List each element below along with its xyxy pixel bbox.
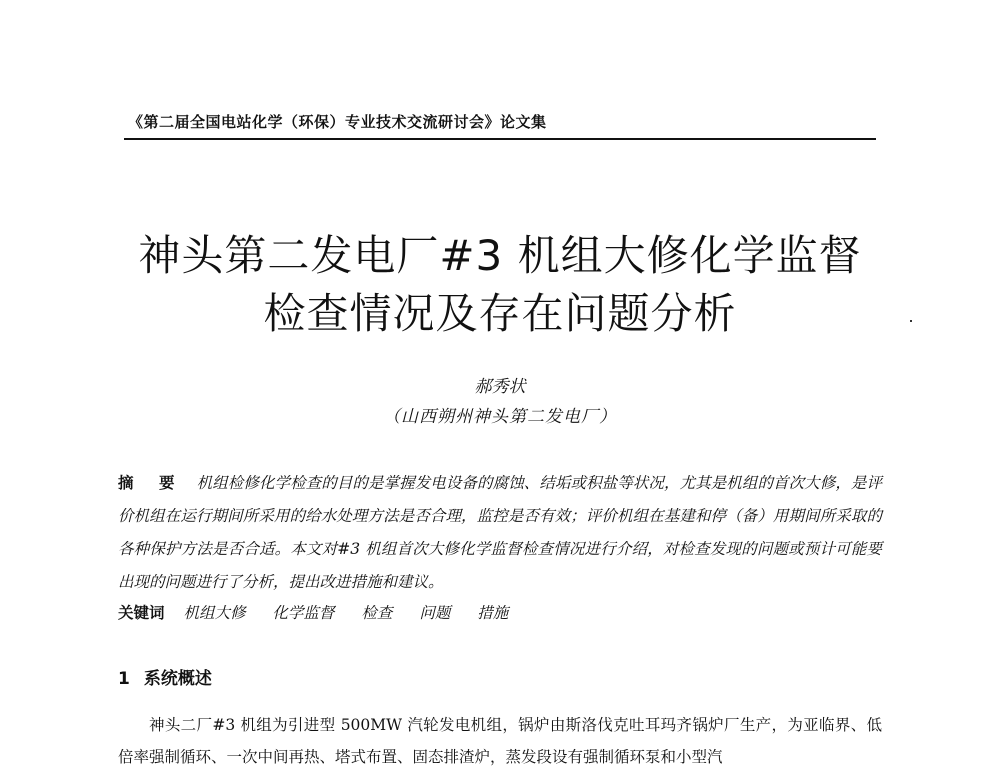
paper-title-line-1: 神头第二发电厂#3 机组大修化学监督 bbox=[138, 231, 862, 280]
keyword: 问题 bbox=[419, 604, 451, 622]
section-heading bbox=[118, 664, 212, 689]
abstract-text: 机组检修化学检查的目的是掌握发电设备的腐蚀、结垢或积盐等状况，尤其是机组的首次大修，是评价机组在运行期间所采用的给水处理方法是否合理，监控是否有效；评价机组在基建和停（备）用期间所采取的各种保护方法是否合适。本文对#3 机组首次大修化学监督检查情况进行介绍，对检查发现的问题或预计可能要出现的问题进行了分析，提出改进措施和建议。 bbox=[118, 474, 882, 591]
header-rule bbox=[124, 138, 876, 140]
keywords-label: 关键词 bbox=[118, 603, 165, 622]
keyword: 化学监督 bbox=[272, 604, 335, 622]
keywords bbox=[118, 599, 530, 627]
scan-speck bbox=[910, 320, 912, 322]
keyword: 措施 bbox=[477, 604, 509, 622]
keyword: 检查 bbox=[361, 604, 393, 622]
section-body-text: 神头二厂#3 机组为引进型 500MW 汽轮发电机组，锅炉由斯洛伐克吐耳玛齐锅炉厂生产，为亚临界、低倍率强制循环、一次中间再热、塔式布置、固态排渣炉，蒸发段设有强制循环泵和小型汽 bbox=[118, 716, 882, 766]
section-number: 1 bbox=[118, 669, 130, 689]
keyword: 机组大修 bbox=[183, 604, 246, 622]
abstract bbox=[118, 466, 882, 599]
paper-title-line-2: 检查情况及存在问题分析 bbox=[263, 289, 737, 338]
author-name: 郝秀状 bbox=[474, 377, 526, 397]
abstract-label: 摘 要 bbox=[118, 473, 185, 492]
author-affiliation: （山西朔州神头第二发电厂） bbox=[383, 407, 617, 427]
section-title: 系统概述 bbox=[143, 669, 212, 689]
running-header: 《第二届全国电站化学（环保）专业技术交流研讨会》论文集 bbox=[128, 113, 547, 131]
